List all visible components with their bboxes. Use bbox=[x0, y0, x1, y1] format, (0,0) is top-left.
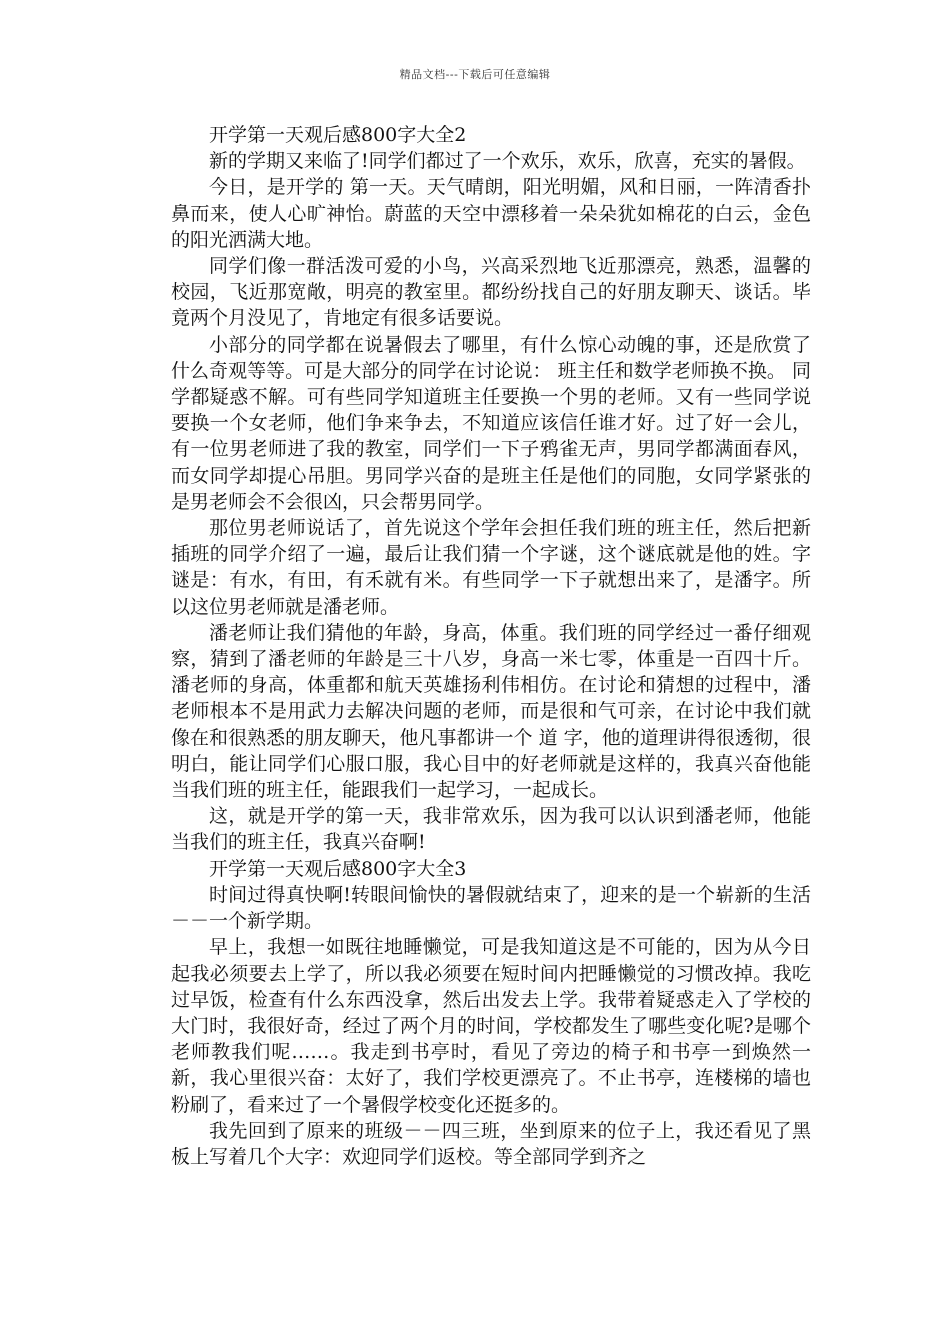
paragraph: 小部分的同学都在说暑假去了哪里，有什么惊心动魄的事，还是欣赏了什么奇观等等。可是大部分的同学在讨论说： 班主任和数学老师换不换。 同学都疑惑不解。可有些同学知道班主任要换一个男的老师。又有一些同学说要换一个女老师，他们争来争去，不知道应该信任谁才好。过了好一会儿，有一位男老师进了我的教室，同学们一下子鸦雀无声，男同学都满面春风，而女同学却提心吊胆。男同学兴奋的是班主任是他们的同胞，女同学紧张的是男老师会不会很凶，只会帮男同学。 bbox=[171, 333, 811, 513]
section-title: 开学第一天观后感800字大全2 bbox=[209, 124, 467, 146]
paragraph: 今日，是开学的 第一天。天气晴朗，阳光明媚，风和日丽，一阵清香扑鼻而来，使人心旷神怡。蔚蓝的天空中漂移着一朵朵犹如棉花的白云，金色的阳光洒满大地。 bbox=[171, 176, 811, 251]
paragraph: 潘老师让我们猜他的年龄，身高，体重。我们班的同学经过一番仔细观察，猜到了潘老师的年龄是三十八岁，身高一米七零，体重是一百四十斤。潘老师的身高，体重都和航天英雄扬利伟相仿。在讨论和猜想的过程中，潘老师根本不是用武力去解决问题的老师，而是很和气可亲，在讨论中我们就像在和很熟悉的朋友聊天，他凡事都讲一个 道 字，他的道理讲得很透彻，很明白，能让同学们心服口服，我心目中的好老师就是这样的，我真兴奋他能当我们班的班主任，能跟我们一起学习，一起成长。 bbox=[171, 621, 811, 802]
document-body bbox=[171, 122, 811, 1170]
paragraph: 我先回到了原来的班级－－四三班，坐到原来的位子上，我还看见了黑板上写着几个大字：欢迎同学们返校。等全部同学到齐之 bbox=[171, 1119, 811, 1168]
paragraph: 早上，我想一如既往地睡懒觉，可是我知道这是不可能的，因为从今日起我必须要去上学了，所以我必须要在短时间内把睡懒觉的习惯改掉。我吃过早饭，检查有什么东西没拿，然后出发去上学。我带着疑惑走入了学校的大门时，我很好奇，经过了两个月的时间，学校都发生了哪些变化呢?是哪个老师教我们呢……。我走到书亭时，看见了旁边的椅子和书亭一到焕然一新，我心里很兴奋：太好了，我们学校更漂亮了。不止书亭，连楼梯的墙也粉刷了，看来过了一个暑假学校变化还挺多的。 bbox=[171, 936, 811, 1116]
page-header: 精品文档---下载后可任意编辑 bbox=[399, 68, 551, 81]
paragraph: 同学们像一群活泼可爱的小鸟，兴高采烈地飞近那漂亮，熟悉，温馨的校园，飞近那宽敞，明亮的教室里。都纷纷找自己的好朋友聊天、谈话。毕竟两个月没见了，肯地定有很多话要说。 bbox=[171, 255, 811, 330]
paragraph: 这，就是开学的第一天，我非常欢乐，因为我可以认识到潘老师，他能当我们的班主任，我真兴奋啊! bbox=[171, 805, 811, 854]
section-title: 开学第一天观后感800字大全3 bbox=[209, 857, 467, 880]
paragraph: 时间过得真快啊!转眼间愉快的暑假就结束了，迎来的是一个崭新的生活－－一个新学期。 bbox=[171, 883, 811, 933]
paragraph: 新的学期又来临了!同学们都过了一个欢乐，欢乐，欣喜，充实的暑假。 bbox=[209, 150, 806, 173]
paragraph: 那位男老师说话了，首先说这个学年会担任我们班的班主任，然后把新插班的同学介绍了一遍，最后让我们猜一个字谜，这个谜底就是他的姓。字谜是：有水，有田，有禾就有米。有些同学一下子就想出来了，是潘字。所以这位男老师就是潘老师。 bbox=[171, 517, 811, 618]
